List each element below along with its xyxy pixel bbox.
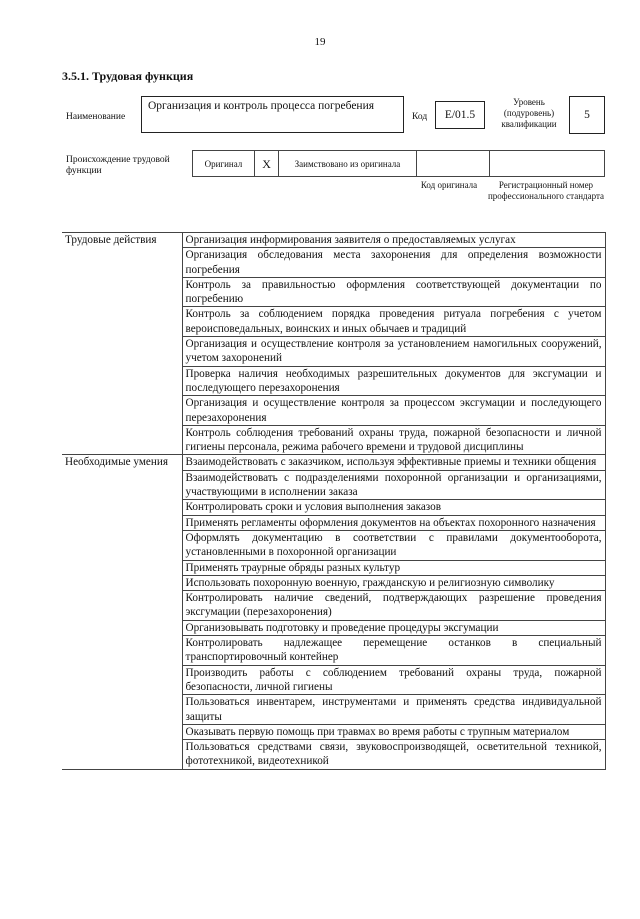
name-value: Организация и контроль процесса погребения bbox=[141, 96, 404, 133]
skill-row bbox=[62, 665, 605, 695]
section-title: 3.5.1. Трудовая функция bbox=[62, 69, 194, 83]
skill-row bbox=[62, 695, 605, 725]
skill-item: Контролировать сроки и условия выполнения заказов bbox=[182, 500, 605, 515]
origin-table bbox=[192, 150, 605, 177]
skill-heading-spacer bbox=[62, 665, 182, 695]
labor-action-heading-spacer bbox=[62, 248, 182, 278]
skill-item: Использовать похоронную военную, гражданскую и религиозную символику bbox=[182, 575, 605, 590]
skill-row bbox=[62, 591, 605, 621]
skill-item: Применять траурные обряды разных культур bbox=[182, 560, 605, 575]
skill-row bbox=[62, 575, 605, 590]
skill-item: Оформлять документацию в соответствии с правилами документооборота, установленными в похоронной организации bbox=[182, 530, 605, 560]
labor-action-item: Организация и осуществление контроля за процессом эксгумации и последующего перезахоронения bbox=[182, 396, 605, 426]
labor-action-heading-spacer bbox=[62, 425, 182, 455]
skill-heading-spacer bbox=[62, 560, 182, 575]
skill-row bbox=[62, 740, 605, 770]
original-code-caption: Код оригинала bbox=[420, 180, 478, 190]
skill-row bbox=[62, 500, 605, 515]
skill-heading-spacer bbox=[62, 515, 182, 530]
labor-action-row bbox=[62, 307, 605, 337]
labor-action-item: Проверка наличия необходимых разрешительных документов для эксгумации и последующего перезахоронения bbox=[182, 366, 605, 396]
labor-action-row bbox=[62, 277, 605, 307]
skill-heading-spacer bbox=[62, 620, 182, 635]
labor-action-row bbox=[62, 425, 605, 455]
skill-row bbox=[62, 455, 605, 470]
labor-action-heading-spacer bbox=[62, 396, 182, 426]
labor-action-item: Организация обследования места захоронения для определения возможности погребения bbox=[182, 248, 605, 278]
code-value: E/01.5 bbox=[435, 101, 485, 129]
labor-action-heading-spacer bbox=[62, 366, 182, 396]
skill-heading-spacer bbox=[62, 740, 182, 770]
origin-label: Происхождение трудовой функции bbox=[66, 155, 170, 176]
labor-action-item: Организация и осуществление контроля за установлением намогильных сооружений, учетом захоронений bbox=[182, 337, 605, 367]
functions-table bbox=[62, 232, 606, 770]
labor-action-item: Контроль за правильностью оформления соответствующей документации по погребению bbox=[182, 277, 605, 307]
labor-action-heading-spacer bbox=[62, 307, 182, 337]
skill-heading-spacer bbox=[62, 724, 182, 739]
labor-action-item: Организация информирования заявителя о предоставляемых услугах bbox=[182, 233, 605, 248]
skill-row bbox=[62, 470, 605, 500]
labor-action-heading: Трудовые действия bbox=[62, 233, 182, 248]
reg-number-cell bbox=[490, 151, 605, 177]
skill-item: Пользоваться инвентарем, инструментами и применять средства индивидуальной защиты bbox=[182, 695, 605, 725]
skill-row bbox=[62, 530, 605, 560]
labor-action-heading-spacer bbox=[62, 277, 182, 307]
skill-item: Взаимодействовать с подразделениями похоронной организации и организациями, участвующими в исполнении заказа bbox=[182, 470, 605, 500]
name-label: Наименование bbox=[66, 112, 126, 122]
original-mark: X bbox=[254, 151, 278, 177]
level-value: 5 bbox=[569, 96, 605, 134]
skill-item: Контролировать надлежащее перемещение останков в специальный транспортировочный контейнер bbox=[182, 636, 605, 666]
original-label: Оригинал bbox=[193, 151, 255, 177]
skill-row bbox=[62, 636, 605, 666]
skill-heading-spacer bbox=[62, 591, 182, 621]
labor-action-item: Контроль за соблюдением порядка проведения ритуала погребения с учетом вероисповедальных, воинских и иных обычаев и традиций bbox=[182, 307, 605, 337]
reg-number-caption: Регистрационный номер профессионального стандарта bbox=[487, 180, 605, 201]
skill-heading-spacer bbox=[62, 470, 182, 500]
code-label: Код bbox=[412, 112, 428, 122]
labor-action-heading-spacer bbox=[62, 337, 182, 367]
skill-heading-spacer bbox=[62, 695, 182, 725]
skill-heading-spacer bbox=[62, 500, 182, 515]
skill-item: Оказывать первую помощь при травмах во время работы с трупным материалом bbox=[182, 724, 605, 739]
skill-row bbox=[62, 560, 605, 575]
skill-heading-spacer bbox=[62, 575, 182, 590]
skill-item: Производить работы с соблюдением требований охраны труда, пожарной безопасности, личной гигиены bbox=[182, 665, 605, 695]
labor-action-row bbox=[62, 366, 605, 396]
skill-row bbox=[62, 515, 605, 530]
skill-item: Применять регламенты оформления документов на объектах похоронного назначения bbox=[182, 515, 605, 530]
skill-heading-spacer bbox=[62, 530, 182, 560]
skill-item: Организовывать подготовку и проведение процедуры эксгумации bbox=[182, 620, 605, 635]
labor-action-row bbox=[62, 337, 605, 367]
original-code-cell bbox=[416, 151, 490, 177]
skill-heading-spacer bbox=[62, 636, 182, 666]
skill-item: Контролировать наличие сведений, подтверждающих разрешение проведения эксгумации (перезахоронения) bbox=[182, 591, 605, 621]
level-label: Уровень (подуровень) квалификации bbox=[501, 97, 557, 129]
skill-row bbox=[62, 724, 605, 739]
page-number: 19 bbox=[314, 36, 326, 48]
borrowed-label: Заимствовано из оригинала bbox=[279, 151, 416, 177]
skill-item: Взаимодействовать с заказчиком, используя эффективные приемы и техники общения bbox=[182, 455, 605, 470]
labor-action-row bbox=[62, 248, 605, 278]
skill-heading: Необходимые умения bbox=[62, 455, 182, 470]
labor-action-item: Контроль соблюдения требований охраны труда, пожарной безопасности и личной гигиены персонала, режима рабочего времени и трудовой дисциплины bbox=[182, 425, 605, 455]
labor-action-row bbox=[62, 233, 605, 248]
labor-action-row bbox=[62, 396, 605, 426]
skill-item: Пользоваться средствами связи, звуковоспроизводящей, осветительной техникой, фототехникой, видеотехникой bbox=[182, 740, 605, 770]
skill-row bbox=[62, 620, 605, 635]
